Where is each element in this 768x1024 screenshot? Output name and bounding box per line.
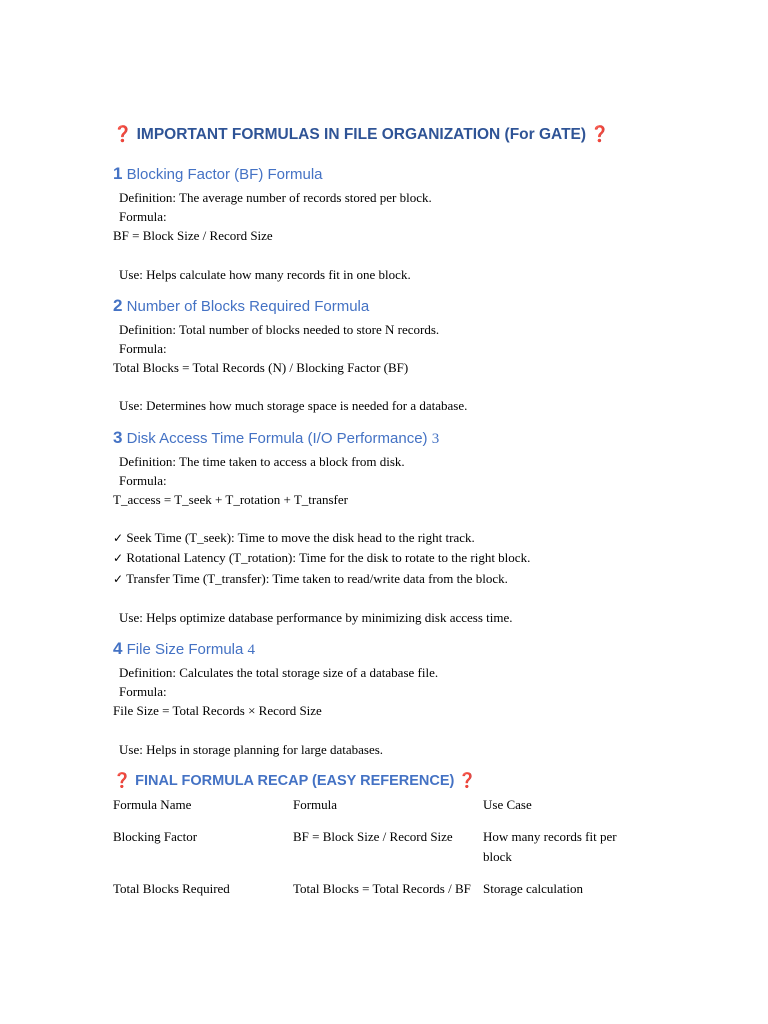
section-heading-tail: 4 (247, 642, 256, 659)
check-item-text: Seek Time (T_seek): Time to move the disk head to the right track. (126, 530, 475, 546)
table-cell: How many records fit per block (483, 829, 617, 864)
table-header-row (113, 795, 653, 815)
definition-text: Definition: Total number of blocks needed to store N records. (119, 321, 440, 337)
check-item-text: Rotational Latency (T_rotation): Time for the disk to rotate to the right block. (126, 550, 531, 566)
formula-label: Formula: (119, 684, 167, 700)
recap-table (113, 795, 653, 899)
table-header-cell: Formula Name (113, 796, 192, 812)
recap-title: ❓ FINAL FORMULA RECAP (EASY REFERENCE) ❓ (113, 772, 477, 789)
section-blocks-required (113, 296, 673, 416)
table-cell: Storage calculation (483, 881, 583, 897)
table-header-cell: Use Case (483, 796, 532, 812)
formula-label: Formula: (119, 209, 167, 225)
formula-label: Formula: (119, 341, 167, 357)
section-heading-tail: 3 (431, 430, 440, 447)
document-page (113, 124, 673, 912)
definition-text: Definition: The time taken to access a block from disk. (119, 453, 405, 469)
section-heading (113, 296, 673, 317)
section-heading (113, 639, 673, 660)
use-text: Use: Helps in storage planning for large databases. (119, 741, 384, 757)
section-number: 4 (113, 639, 123, 659)
table-header-cell: Formula (293, 796, 338, 812)
check-item (113, 528, 673, 548)
section-heading-text: Number of Blocks Required Formula (126, 297, 370, 315)
check-mark-icon: ✓ (113, 551, 124, 566)
section-disk-access-time (113, 428, 673, 627)
check-item (113, 548, 673, 568)
section-number: 2 (113, 295, 123, 315)
formula-text: File Size = Total Records × Record Size (113, 703, 322, 719)
definition-text: Definition: Calculates the total storage size of a database file. (119, 665, 439, 681)
check-item-text: Transfer Time (T_transfer): Time taken to read/write data from the block. (126, 570, 508, 586)
section-heading-text: Blocking Factor (BF) Formula (126, 166, 323, 183)
table-cell: Total Blocks = Total Records / BF (293, 881, 471, 897)
use-text: Use: Determines how much storage space is needed for a database. (119, 398, 468, 414)
use-text: Use: Helps optimize database performance by minimizing disk access time. (119, 609, 513, 625)
definition-text: Definition: The average number of records stored per block. (119, 190, 432, 205)
section-heading (113, 428, 673, 449)
table-cell: Blocking Factor (113, 829, 198, 845)
section-heading-text: Disk Access Time Formula (I/O Performance) (126, 429, 428, 447)
use-text: Use: Helps calculate how many records fit in one block. (119, 266, 411, 282)
table-cell: Total Blocks Required (113, 881, 230, 897)
table-row (113, 879, 653, 899)
formula-text: BF = Block Size / Record Size (113, 228, 273, 244)
table-row (113, 827, 653, 866)
section-number: 1 (113, 164, 123, 183)
section-blocking-factor (113, 164, 673, 284)
section-heading (113, 164, 673, 185)
formula-text: T_access = T_seek + T_rotation + T_transfer (113, 492, 348, 508)
table-cell: BF = Block Size / Record Size (293, 829, 453, 845)
section-heading-text: File Size Formula (126, 641, 244, 659)
check-mark-icon: ✓ (113, 571, 124, 586)
document-title: ❓ IMPORTANT FORMULAS IN FILE ORGANIZATION (For GATE) ❓ (113, 126, 610, 143)
check-mark-icon: ✓ (113, 531, 124, 546)
formula-label: Formula: (119, 472, 167, 488)
formula-text: Total Blocks = Total Records (N) / Blocking Factor (BF) (113, 360, 409, 376)
section-file-size (113, 639, 673, 759)
check-item (113, 569, 673, 589)
section-number: 3 (113, 427, 123, 447)
